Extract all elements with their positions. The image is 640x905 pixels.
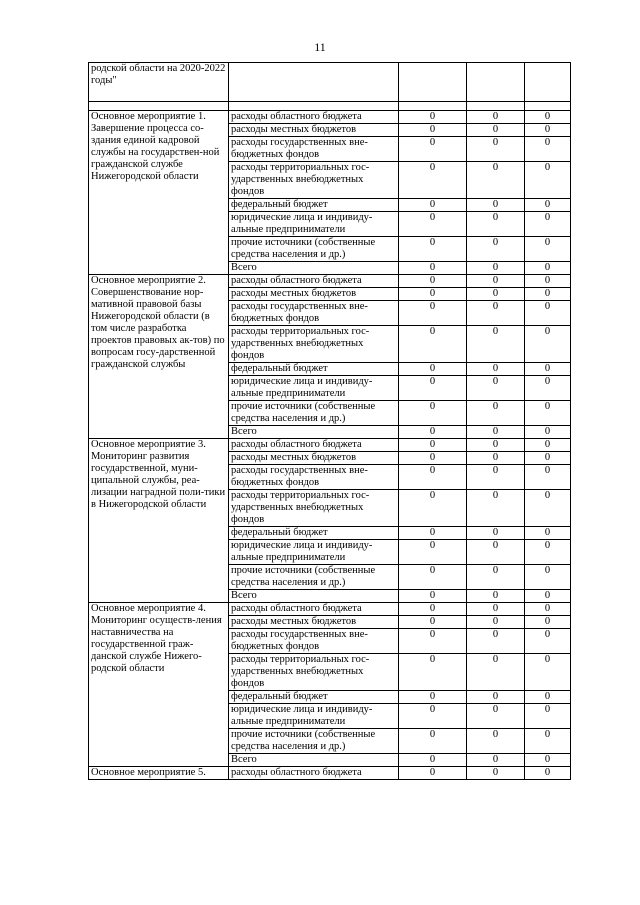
spacer-row — [89, 102, 571, 111]
amount-cell: 0 — [467, 124, 525, 137]
funding-source: юридические лица и индивиду-альные предприниматели — [229, 212, 399, 237]
amount-cell: 0 — [467, 565, 525, 590]
amount-cell: 0 — [399, 590, 467, 603]
amount-cell: 0 — [525, 199, 571, 212]
funding-source: расходы областного бюджета — [229, 275, 399, 288]
event-title: Основное мероприятие 5. — [89, 767, 229, 780]
funding-source: прочие источники (собственные средства населения и др.) — [229, 401, 399, 426]
amount-cell: 0 — [399, 754, 467, 767]
funding-source: расходы территориальных гос-ударственных внебюджетных фондов — [229, 162, 399, 199]
amount-cell: 0 — [399, 401, 467, 426]
amount-cell: 0 — [525, 401, 571, 426]
amount-cell: 0 — [399, 527, 467, 540]
amount-cell: 0 — [525, 490, 571, 527]
funding-source: расходы государственных вне-бюджетных фондов — [229, 137, 399, 162]
table-row — [89, 439, 571, 452]
amount-cell: 0 — [525, 162, 571, 199]
amount-cell: 0 — [525, 729, 571, 754]
amount-cell: 0 — [525, 452, 571, 465]
amount-cell: 0 — [399, 426, 467, 439]
amount-cell: 0 — [399, 729, 467, 754]
amount-cell: 0 — [399, 111, 467, 124]
amount-cell: 0 — [467, 691, 525, 704]
amount-cell: 0 — [525, 540, 571, 565]
amount-cell: 0 — [467, 137, 525, 162]
amount-cell: 0 — [467, 275, 525, 288]
funding-source: расходы территориальных гос-ударственных внебюджетных фондов — [229, 654, 399, 691]
amount-cell: 0 — [467, 767, 525, 780]
amount-cell: 0 — [467, 401, 525, 426]
amount-cell: 0 — [399, 616, 467, 629]
amount-cell: 0 — [399, 237, 467, 262]
amount-cell: 0 — [525, 654, 571, 691]
amount-cell: 0 — [525, 565, 571, 590]
amount-cell: 0 — [467, 439, 525, 452]
continuation-text: родской области на 2020-2022 годы" — [89, 63, 229, 102]
funding-source: Всего — [229, 426, 399, 439]
amount-cell: 0 — [467, 603, 525, 616]
amount-cell: 0 — [525, 124, 571, 137]
amount-cell: 0 — [399, 490, 467, 527]
table-row — [89, 603, 571, 616]
table-row — [89, 111, 571, 124]
amount-cell: 0 — [525, 363, 571, 376]
amount-cell: 0 — [399, 288, 467, 301]
funding-source: расходы территориальных гос-ударственных внебюджетных фондов — [229, 490, 399, 527]
funding-source: федеральный бюджет — [229, 691, 399, 704]
funding-source: расходы государственных вне-бюджетных фондов — [229, 465, 399, 490]
funding-source: Всего — [229, 590, 399, 603]
funding-source: расходы местных бюджетов — [229, 616, 399, 629]
amount-cell: 0 — [399, 162, 467, 199]
funding-source: расходы местных бюджетов — [229, 124, 399, 137]
funding-source: расходы областного бюджета — [229, 767, 399, 780]
amount-cell: 0 — [525, 426, 571, 439]
amount-cell: 0 — [525, 603, 571, 616]
amount-cell: 0 — [467, 616, 525, 629]
amount-cell: 0 — [525, 439, 571, 452]
amount-cell: 0 — [467, 452, 525, 465]
amount-cell: 0 — [399, 629, 467, 654]
funding-source: федеральный бюджет — [229, 363, 399, 376]
budget-table — [88, 62, 571, 780]
amount-cell: 0 — [467, 162, 525, 199]
amount-cell: 0 — [399, 212, 467, 237]
funding-source: юридические лица и индивиду-альные предприниматели — [229, 540, 399, 565]
funding-source: расходы областного бюджета — [229, 603, 399, 616]
amount-cell: 0 — [525, 704, 571, 729]
event-title: Основное мероприятие 1. Завершение процесса со-здания единой кадровой службы на государствен-ной гражданской службе Нижегородской области — [89, 111, 229, 275]
amount-cell: 0 — [467, 654, 525, 691]
amount-cell: 0 — [525, 376, 571, 401]
amount-cell: 0 — [467, 426, 525, 439]
funding-source: юридические лица и индивиду-альные предприниматели — [229, 376, 399, 401]
funding-source: прочие источники (собственные средства населения и др.) — [229, 565, 399, 590]
amount-cell: 0 — [399, 603, 467, 616]
amount-cell: 0 — [525, 326, 571, 363]
amount-cell: 0 — [467, 237, 525, 262]
amount-cell: 0 — [467, 301, 525, 326]
amount-cell: 0 — [525, 262, 571, 275]
amount-cell: 0 — [467, 363, 525, 376]
amount-cell: 0 — [399, 124, 467, 137]
amount-cell: 0 — [399, 275, 467, 288]
amount-cell: 0 — [525, 691, 571, 704]
amount-cell: 0 — [467, 326, 525, 363]
amount-cell: 0 — [467, 704, 525, 729]
amount-cell: 0 — [399, 262, 467, 275]
table-row — [89, 275, 571, 288]
amount-cell: 0 — [525, 111, 571, 124]
amount-cell: 0 — [399, 326, 467, 363]
amount-cell: 0 — [525, 527, 571, 540]
amount-cell: 0 — [399, 301, 467, 326]
amount-cell: 0 — [525, 137, 571, 162]
amount-cell: 0 — [399, 540, 467, 565]
amount-cell: 0 — [467, 111, 525, 124]
amount-cell: 0 — [399, 439, 467, 452]
amount-cell: 0 — [467, 729, 525, 754]
amount-cell: 0 — [525, 288, 571, 301]
table-row — [89, 767, 571, 780]
funding-source: расходы государственных вне-бюджетных фондов — [229, 301, 399, 326]
amount-cell: 0 — [399, 565, 467, 590]
amount-cell: 0 — [525, 629, 571, 654]
funding-source: Всего — [229, 262, 399, 275]
amount-cell: 0 — [399, 704, 467, 729]
event-title: Основное мероприятие 2. Совершенствование нор-мативной правовой базы Нижегородской области (в том числе разработка проектов правовых ак-тов) по вопросам госу-дарственной гражданской службы — [89, 275, 229, 439]
amount-cell: 0 — [399, 363, 467, 376]
amount-cell: 0 — [467, 212, 525, 237]
funding-source: расходы государственных вне-бюджетных фондов — [229, 629, 399, 654]
funding-source: прочие источники (собственные средства населения и др.) — [229, 237, 399, 262]
funding-source: юридические лица и индивиду-альные предприниматели — [229, 704, 399, 729]
amount-cell: 0 — [399, 654, 467, 691]
amount-cell: 0 — [467, 376, 525, 401]
amount-cell: 0 — [525, 275, 571, 288]
funding-source: расходы территориальных гос-ударственных внебюджетных фондов — [229, 326, 399, 363]
amount-cell: 0 — [399, 767, 467, 780]
amount-cell: 0 — [525, 301, 571, 326]
amount-cell: 0 — [399, 691, 467, 704]
amount-cell: 0 — [525, 767, 571, 780]
amount-cell: 0 — [525, 590, 571, 603]
funding-source: расходы областного бюджета — [229, 111, 399, 124]
amount-cell: 0 — [399, 452, 467, 465]
amount-cell: 0 — [525, 465, 571, 490]
page-number: 11 — [314, 40, 326, 54]
amount-cell: 0 — [467, 527, 525, 540]
funding-source: федеральный бюджет — [229, 199, 399, 212]
amount-cell: 0 — [399, 465, 467, 490]
amount-cell: 0 — [467, 629, 525, 654]
amount-cell: 0 — [399, 199, 467, 212]
funding-source: расходы областного бюджета — [229, 439, 399, 452]
amount-cell: 0 — [525, 616, 571, 629]
funding-source: расходы местных бюджетов — [229, 452, 399, 465]
amount-cell: 0 — [399, 376, 467, 401]
amount-cell: 0 — [467, 288, 525, 301]
amount-cell: 0 — [525, 754, 571, 767]
amount-cell: 0 — [467, 590, 525, 603]
amount-cell: 0 — [467, 490, 525, 527]
amount-cell: 0 — [467, 199, 525, 212]
continuation-row — [89, 63, 571, 102]
amount-cell: 0 — [467, 465, 525, 490]
amount-cell: 0 — [467, 754, 525, 767]
funding-source: федеральный бюджет — [229, 527, 399, 540]
funding-source: Всего — [229, 754, 399, 767]
amount-cell: 0 — [467, 540, 525, 565]
event-title: Основное мероприятие 4. Мониторинг осуществ-ления наставничества на государственной граж-данской службе Нижего-родской области — [89, 603, 229, 767]
amount-cell: 0 — [399, 137, 467, 162]
event-title: Основное мероприятие 3. Мониторинг развития государственной, муни-ципальной службы, реа-лизации наградной поли-тики в Нижегородской области — [89, 439, 229, 603]
amount-cell: 0 — [525, 212, 571, 237]
funding-source: прочие источники (собственные средства населения и др.) — [229, 729, 399, 754]
amount-cell: 0 — [467, 262, 525, 275]
amount-cell: 0 — [525, 237, 571, 262]
funding-source: расходы местных бюджетов — [229, 288, 399, 301]
